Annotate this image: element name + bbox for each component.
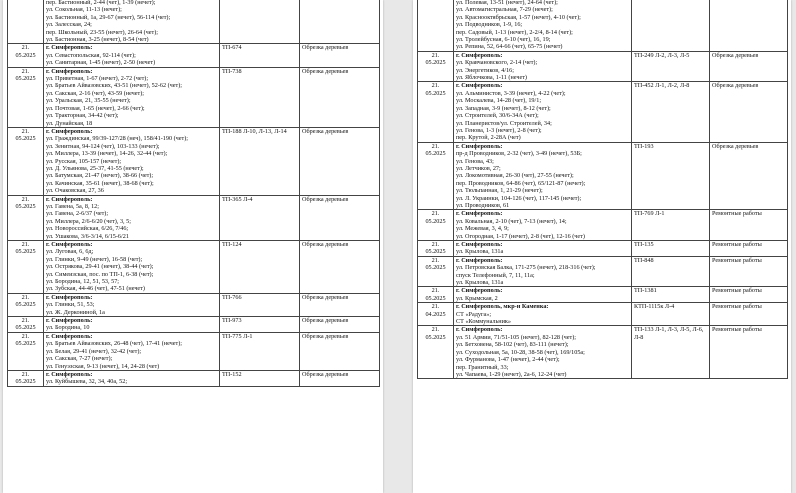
table-row [418,326,788,379]
address-line: ул. Качинская, 35-61 (нечет), 38-68 (чет); [46,179,154,187]
address-line: г. Симферополь, мкр-н Каменка: [456,303,549,311]
address-line: ул. Зенитная, 94-124 (чет), 103-133 (нечет); [46,142,160,150]
address-line: ул. Бастионная, 3-25 (нечет), 8-54 (чет) [46,36,149,44]
table-row [418,142,788,210]
address-line: ул. Москалева, 14-28 (чет), 19/1; [456,97,542,105]
address-line: ул. Ушакова, 3/6-3/14, 6/15-6/21 [46,232,129,240]
address-line: ул. Бородина, 12, 51, 53, 57; [46,278,120,286]
address-cell [44,67,220,127]
substation-cell: ТП-1381 [632,287,710,303]
date-cell: 21. 05.2025 [418,256,454,287]
table-row [418,210,788,241]
address-line: г. Симферополь: [456,82,503,90]
address-line: ул. Залесская, 24; [46,21,92,29]
address-cell [454,326,632,379]
address-cell [44,293,220,316]
substation-cell: ТП-973 [220,317,300,333]
address-line: ул. Крымская, 2 [456,294,498,302]
work-type-cell: Обрезка деревьев [710,142,788,210]
address-line: ул. Уральская, 21, 35-55 (нечет); [46,97,131,105]
work-type-cell: Ремонтные работы [710,241,788,257]
address-line: г. Симферополь: [456,256,503,264]
date-cell: 21. 04.2025 [418,303,454,326]
address-line: ул. Ж. Деркониной, 1а [46,308,105,316]
table-row [8,0,380,44]
address-line: ул. Тракторная, 34-42 (чет); [46,112,119,120]
address-line: ул. Краснооктябрьская, 1-57 (нечет), 4-10 (чет); [456,13,581,21]
work-type-cell: Обрезка деревьев [300,44,380,67]
address-line: ул. Дунайская, 18 [46,119,93,127]
address-line: ул. Полевая, 13-51 (нечет), 24-64 (чет); [456,0,558,6]
address-line: г. Симферополь: [46,127,93,135]
address-line: ул. Миллера, 2/6-6/20 (чет), 3, 5; [46,217,131,225]
substation-cell: ТП-738 [220,67,300,127]
table-row [8,332,380,370]
date-cell: 21. 05.2025 [8,317,44,333]
substation-cell: ТП-766 [220,293,300,316]
work-type-cell: Ремонтные работы [710,303,788,326]
address-line: ул. Сакская, 7-27 (нечет); [46,355,113,363]
work-type-cell: Обрезка деревьев [300,293,380,316]
address-line: ул. Глинки, 9-49 (нечет), 16-58 (чет); [46,255,143,263]
substation-cell [220,0,300,44]
address-line: г. Симферополь: [46,195,93,203]
work-type-cell: Ремонтные работы [710,326,788,379]
address-line: ул. Автомагистральная, 7-29 (нечет); [456,6,553,14]
address-cell [44,195,220,240]
outage-table-left [7,0,380,387]
address-line: ул. Планеристов/ул. Строителей, 34; [456,119,552,127]
address-line: ул. Белая, 29-41 (нечет), 32-42 (чет); [46,347,142,355]
date-cell: 21. 05.2025 [418,287,454,303]
address-line: ул. Подводников, 1-9, 16; [456,21,523,29]
address-line: ул. Кравчановского, 2-14 (чет); [456,59,538,67]
address-line: г. Симферополь: [456,210,503,218]
address-line: ул. Фурманова, 1-47 (нечет), 2-44 (чет); [456,356,560,364]
table-row [8,127,380,195]
address-line: ул. Межевая, 3, 4, 9; [456,225,509,233]
address-line: ул. Глинки, 51, 53; [46,301,95,309]
address-line: ул. 51 Армии, 71/51-105 (нечет), 82-128 (чет); [456,333,576,341]
address-line: ул. Чапаева, 1-29 (нечет), 2а-6, 12-24 (чет) [456,370,567,378]
address-line: ул. Бородина, 10 [46,324,90,332]
address-line: ул. Генова, 43; [456,157,494,165]
work-type-cell [710,0,788,51]
work-type-cell: Обрезка деревьев [300,241,380,294]
address-line: ул. Приветная, 1-67 (нечет), 2-72 (чет); [46,75,149,83]
date-cell [418,0,454,51]
address-line: ул. Летчиков, 27; [456,164,501,172]
table-row [8,317,380,333]
address-line: ул. Острякова, 29-41 (нечет), 38-44 (чет); [46,263,154,271]
address-cell [44,370,220,386]
address-line: ул. Сакская, 2-16 (чет), 43-59 (нечет); [46,89,145,97]
address-line: ул. Проводников, 61 [456,201,510,209]
date-cell: 21. 05.2025 [418,142,454,210]
outage-table-right [417,0,788,379]
address-line: г. Симферополь: [456,241,503,248]
work-type-cell: Обрезка деревьев [300,127,380,195]
address-line: ул. Л. Украинки, 104-126 (чет), 117-145 (нечет); [456,194,582,202]
address-cell [44,332,220,370]
substation-cell: ТП-249 Л-2, Л-3, Л-5 [632,51,710,82]
address-line: ул. Миллера, 13-39 (нечет), 14-26, 32-44 (чет); [46,150,168,158]
table-row [418,82,788,142]
address-line: г. Симферополь: [46,317,93,325]
table-row [8,44,380,67]
work-type-cell: Ремонтные работы [710,287,788,303]
address-cell [44,127,220,195]
address-line: г. Симферополь: [456,142,503,150]
table-row [8,67,380,127]
date-cell: 21. 05.2025 [8,332,44,370]
date-cell: 21. 05.2025 [418,210,454,241]
address-line: ул. Сокольная, 11-13 (нечет); [46,6,122,14]
substation-cell: ТП-769 Л-1 [632,210,710,241]
address-line: г. Симферополь: [46,370,93,378]
address-cell [454,210,632,241]
address-line: г. Симферополь: [456,326,503,334]
date-cell: 21. 05.2025 [418,82,454,142]
address-line: ул. Д. Ульянова, 25-37, 41-55 (нечет); [46,164,144,172]
date-cell: 21. 05.2025 [8,241,44,294]
work-type-cell: Ремонтные работы [710,210,788,241]
table-row [418,256,788,287]
address-line: пер. Гранитный, 33; [456,363,509,371]
address-line: спуск Телефонный, 7, 11, 11а; [456,271,535,279]
address-line: ул. Бастионный, 1а, 29-67 (нечет), 56-114 (чет); [46,13,171,21]
address-cell [454,303,632,326]
address-cell [44,44,220,67]
substation-cell: ТП-124 [220,241,300,294]
substation-cell: ТП-133 Л-1, Л-3, Л-5, Л-6, Л-8 [632,326,710,379]
address-line: пр-д Проводников, 2-32 (чет), 3-49 (нечет), 53Б; [456,150,582,158]
substation-cell: КТП-1115к Л-4 [632,303,710,326]
address-line: г. Симферополь: [46,332,93,340]
address-line: ул. Зубская, 44-46 (чет), 47-51 (нечет) [46,285,145,293]
table-row [8,293,380,316]
table-row [8,370,380,386]
address-line: ул. Генова, 1-3 (нечет), 2-8 (чет); [456,126,542,134]
address-line: ул. Батумская, 21-47 (нечет), 38-66 (чет); [46,172,154,180]
address-line: пер. Садовый, 1-13 (нечет), 2-2/4, 8-14 (чет); [456,28,573,36]
substation-cell: ТП-674 [220,44,300,67]
work-type-cell: Обрезка деревьев [300,67,380,127]
address-line: ул. Строителей, 30/6-34А (чет); [456,112,539,120]
address-line: пер. Проводников, 64-86 (чет), 65/121-87 (нечет); [456,179,586,187]
substation-cell: ТП-188 Л-10, Л-13, Л-14 [220,127,300,195]
table-row [8,195,380,240]
address-line: ул. Симеизская, пос. по ТП-1, 6-38 (чет); [46,270,154,278]
address-line: ул. Яблочкова, 1-11 (нечет) [456,74,527,82]
address-cell [454,0,632,51]
date-cell: 21. 05.2025 [8,44,44,67]
address-line: ул. Севастопольская, 92-114 (чет); [46,51,136,59]
substation-cell: ТП-193 [632,142,710,210]
date-cell [8,0,44,44]
substation-cell: ТП-365 Л-4 [220,195,300,240]
address-line: ул. Новороссийская, 6/26, 7/46; [46,225,129,233]
table-row [418,241,788,257]
document-page-right [413,0,791,493]
table-row [418,51,788,82]
substation-cell [632,0,710,51]
address-line: СТ «Радуга»; [456,310,492,318]
address-line: ул. Западная, 3-9 (нечет), 8-12 (чет); [456,104,551,112]
address-line: ул. Почтовая, 1-65 (нечет), 2-66 (чет); [46,104,145,112]
address-line: ул. Очаковская, 27, 36 [46,187,104,195]
substation-cell: ТП-135 [632,241,710,257]
address-line: г. Симферополь: [46,67,93,75]
address-cell [454,142,632,210]
date-cell: 21. 05.2025 [418,241,454,257]
address-line: ул. Крылова, 131а [456,248,504,256]
address-line: СТ «Коммунальник» [456,318,512,326]
table-row [418,0,788,51]
address-line: ул. Братьев Айвазовских, 26-48 (чет), 17-41 (нечет); [46,340,183,348]
substation-cell: ТП-848 [632,256,710,287]
address-line: пер. Крутой, 2-28А (чет) [456,134,521,142]
address-line: ул. Энергетиков, 4/16; [456,66,514,74]
work-type-cell: Обрезка деревьев [710,82,788,142]
date-cell: 21. 05.2025 [418,51,454,82]
work-type-cell: Ремонтные работы [710,256,788,287]
address-line: пер. Бастионный, 2-44 (чет), 1-39 (нечет); [46,0,156,6]
substation-cell: ТП-775 Л-1 [220,332,300,370]
address-line: ул. Гавена, 2-6/37 (чет); [46,210,109,218]
address-line: г. Симферополь: [46,293,93,301]
substation-cell: ТП-152 [220,370,300,386]
table-row [8,241,380,294]
address-line: ул. Ковальная, 2-10 (чет), 7-13 (нечет), 14; [456,217,567,225]
document-page-left [3,0,383,493]
address-line: пер. Школьный, 23-55 (нечет), 26-64 (чет); [46,28,159,36]
address-line: ул. Бетховена, 58-102 (чет), 83-111 (нечет); [456,341,569,349]
address-line: ул. Луговая, 6, 6д; [46,248,94,256]
address-line: ул. Петровская Балка, 171-275 (нечет), 218-316 (чет); [456,264,596,272]
address-line: ул. Огородная, 1-17 (нечет), 2-8 (чет), 12-16 (чет) [456,232,585,240]
address-cell [44,317,220,333]
address-cell [454,241,632,257]
address-line: ул. Крылова, 131а [456,279,504,287]
address-line: ул. Куйбышева, 32, 34, 40а, 52; [46,378,128,386]
work-type-cell: Обрезка деревьев [300,332,380,370]
address-line: ул. Санитарная, 1-45 (нечет), 2-50 (нечет) [46,59,156,67]
address-cell [454,287,632,303]
address-line: г. Симферополь: [456,287,503,295]
address-line: ул. Репина, 52, 64-66 (чет), 65-75 (нечет) [456,43,563,51]
address-cell [44,241,220,294]
address-line: ул. Русская, 105-157 (нечет); [46,157,122,165]
address-line: ул. Тролейбусная, 6-10 (чет), 16, 19; [456,36,551,44]
date-cell: 21. 05.2025 [8,195,44,240]
work-type-cell: Обрезка деревьев [300,195,380,240]
date-cell: 21. 05.2025 [8,370,44,386]
address-line: г. Симферополь: [456,51,503,59]
address-line: ул. Братьев Айвазовских, 43-51 (нечет), 52-62 (чет); [46,82,183,90]
address-line: ул. Граждинская, 99/39-127/28 (неч), 158/41-190 (чет); [46,135,189,143]
address-cell [454,256,632,287]
table-row [418,287,788,303]
address-line: ул. Альминистов, 3-39 (нечет), 4-22 (чет); [456,89,566,97]
address-cell [454,82,632,142]
work-type-cell: Обрезка деревьев [300,317,380,333]
address-cell [44,0,220,44]
date-cell: 21. 05.2025 [8,127,44,195]
address-cell [454,51,632,82]
work-type-cell: Обрезка деревьев [300,370,380,386]
work-type-cell [300,0,380,44]
address-line: ул. Гавена, 5а, 8, 12; [46,202,99,210]
date-cell: 21. 05.2025 [418,326,454,379]
date-cell: 21. 05.2025 [8,67,44,127]
table-row [418,303,788,326]
address-line: г. Симферополь: [46,241,93,248]
address-line: ул. Суходольная, 5а, 10-28, 38-58 (чет), 169/105а; [456,348,585,356]
address-line: ул. Генуэзская, 9-13 (нечет), 14, 24-28 (чет) [46,362,160,370]
work-type-cell: Обрезка деревьев [710,51,788,82]
address-line: г. Симферополь: [46,44,93,52]
address-line: ул. Локомотивная, 26-30 (чет), 27-55 (нечет); [456,172,574,180]
substation-cell: ТП-452 Л-1, Л-2, Л-8 [632,82,710,142]
address-line: ул. Тюльпанная, 1, 21-29 (нечет); [456,187,543,195]
date-cell: 21. 05.2025 [8,293,44,316]
